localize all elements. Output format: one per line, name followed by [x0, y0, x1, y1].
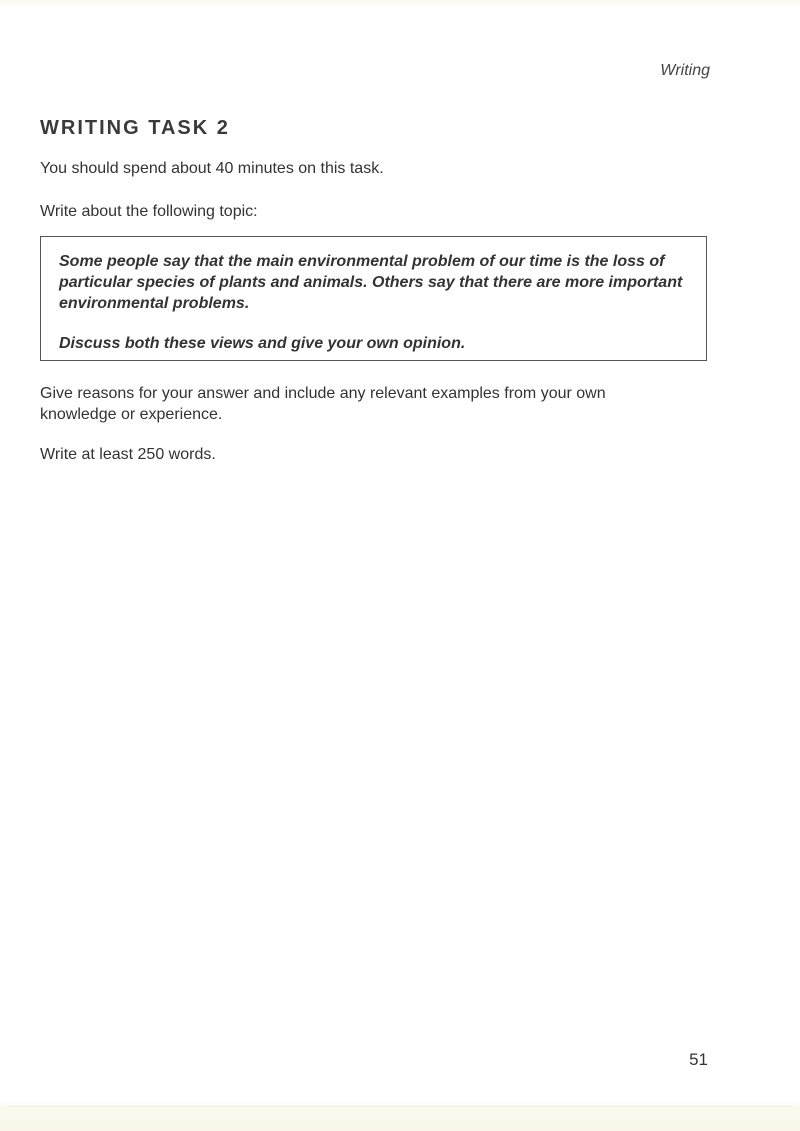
- page-bottom-edge: [0, 1100, 800, 1131]
- section-header: Writing: [660, 62, 710, 79]
- prompt-instruction: Discuss both these views and give your own opinion.: [59, 335, 466, 352]
- page-number: 51: [689, 1050, 708, 1069]
- page-top-edge: [0, 0, 800, 10]
- prompt-statement: Some people say that the main environmental problem of our time is the loss of particular species of plants and animals. Others say that there are more important environmental problems.: [59, 253, 683, 312]
- prompt-box: [40, 236, 707, 361]
- word-count-instruction: Write at least 250 words.: [40, 446, 216, 463]
- reasons-instruction: Give reasons for your answer and include any relevant examples from your own knowledge or experience.: [40, 385, 606, 423]
- topic-intro: Write about the following topic:: [40, 203, 258, 220]
- time-instruction: You should spend about 40 minutes on this task.: [40, 160, 384, 177]
- task-title: WRITING TASK 2: [40, 117, 230, 139]
